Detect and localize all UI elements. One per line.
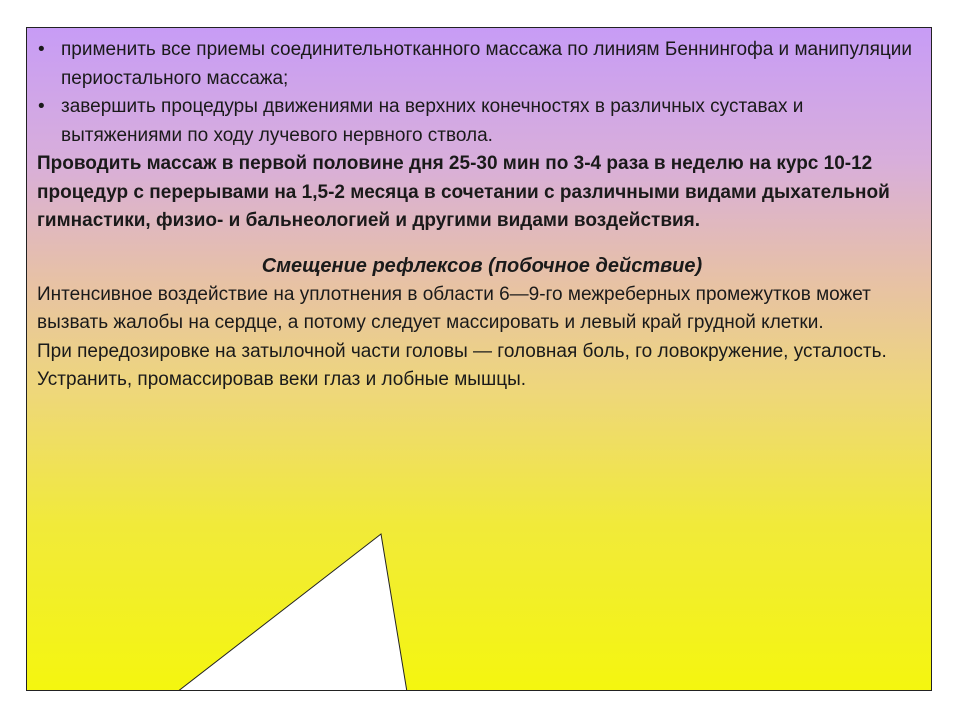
- body-paragraph: При передозировке на затылочной части головы — головная боль, го ловокружение, усталость. Устранить, промассировав веки глаз и лобные мышцы.: [37, 340, 887, 390]
- slide-content: [37, 36, 927, 395]
- bold-instruction-paragraph: Проводить массаж в первой половине дня 25-30 мин по 3-4 раза в неделю на курс 10-12 процедур с перерывами на 1,5-2 месяца в сочетании с различными видами дыхательной гимнастики, физио- и бальнеологией и другими видами воздействия.: [37, 153, 890, 231]
- bullet-item: [37, 36, 927, 93]
- body-paragraph: Интенсивное воздействие на уплотнения в области 6—9-го межреберных промежутков может вызвать жалобы на сердце, а потому следует массировать и левый край грудной клетки.: [37, 283, 871, 333]
- bullet-icon: •: [38, 96, 45, 117]
- bullet-text: завершить процедуры движениями на верхних конечностях в различных суставах и вытяжениями по ходу лучевого нервного ствола.: [61, 96, 804, 146]
- bullet-item: [37, 93, 927, 150]
- bullet-text: применить все приемы соединительнотканного массажа по линиям Беннингофа и манипуляции периостального массажа;: [61, 39, 913, 89]
- section-heading: Смещение рефлексов (побочное действие): [261, 254, 703, 277]
- bullet-icon: •: [38, 39, 45, 60]
- slide-panel: [26, 27, 932, 691]
